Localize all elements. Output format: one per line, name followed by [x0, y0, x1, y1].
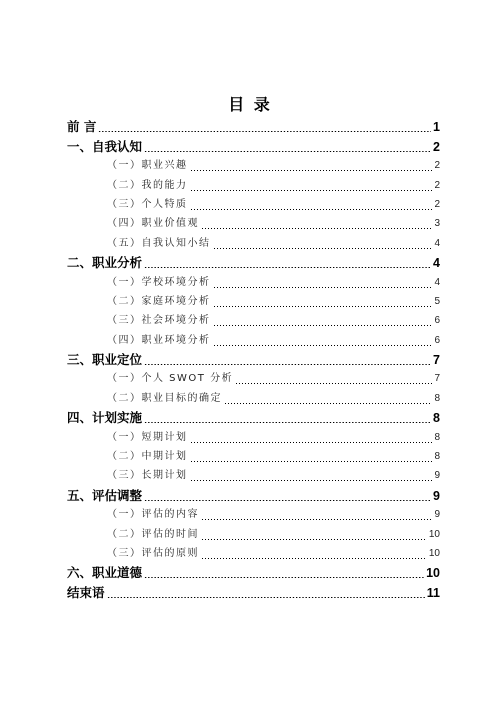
- toc-page-number: 2: [434, 179, 440, 191]
- toc-page-number: 10: [428, 528, 440, 540]
- toc-dot-leader: [144, 577, 424, 578]
- toc-page-number: 2: [434, 198, 440, 210]
- toc-dot-leader: [213, 345, 433, 346]
- toc-section-entry[interactable]: [67, 426, 440, 445]
- toc-dot-leader: [144, 151, 431, 152]
- toc-dot-leader: [224, 403, 432, 404]
- toc-page-number: 6: [434, 315, 440, 327]
- toc-chapter-entry[interactable]: [67, 407, 440, 426]
- toc-dot-leader: [144, 267, 431, 268]
- toc-section-entry[interactable]: [67, 329, 440, 348]
- toc-page-number: 8: [434, 431, 440, 443]
- toc-entry-label: 五、评估调整: [67, 487, 143, 503]
- toc-entry-label: （四）职业环境分析: [107, 334, 211, 346]
- toc-entry-label: （二）职业目标的确定: [107, 392, 222, 404]
- toc-page-number: 8: [434, 392, 440, 404]
- toc-page-number: 9: [433, 488, 440, 503]
- toc-dot-leader: [201, 228, 432, 229]
- toc-entry-label: （三）社会环境分析: [107, 315, 211, 327]
- toc-entry-label: （二）中期计划: [107, 451, 188, 463]
- toc-chapter-entry[interactable]: [67, 349, 440, 368]
- toc-entry-label: （二）评估的时间: [107, 528, 199, 540]
- toc-dot-leader: [213, 306, 433, 307]
- toc-entry-label: 三、职业定位: [67, 352, 143, 368]
- toc-dot-leader: [190, 442, 433, 443]
- toc-chapter-entry[interactable]: [67, 484, 440, 503]
- toc-entry-label: （三）个人特质: [107, 198, 188, 210]
- toc-page-number: 2: [434, 160, 440, 172]
- toc-page-number: 10: [426, 566, 440, 581]
- toc-chapter-entry[interactable]: [67, 116, 440, 135]
- toc-page-number: 4: [434, 276, 440, 288]
- toc-section-entry[interactable]: [67, 232, 440, 251]
- toc-page-number: 8: [434, 451, 440, 463]
- toc-section-entry[interactable]: [67, 213, 440, 232]
- toc-dot-leader: [201, 539, 427, 540]
- toc-section-entry[interactable]: [67, 291, 440, 310]
- toc-dot-leader: [213, 325, 433, 326]
- toc-entry-label: （一）职业兴趣: [107, 160, 188, 172]
- toc-dot-leader: [107, 597, 425, 598]
- toc-section-entry[interactable]: [67, 310, 440, 329]
- toc-title: 目 录: [228, 95, 272, 114]
- toc-page-number: 4: [433, 256, 440, 271]
- toc-entry-label: （三）评估的原则: [107, 547, 199, 559]
- toc-section-entry[interactable]: [67, 465, 440, 484]
- toc-section-entry[interactable]: [67, 368, 440, 387]
- toc-entry-label: 二、职业分析: [67, 255, 143, 271]
- toc-dot-leader: [190, 209, 433, 210]
- toc-entry-label: （一）短期计划: [107, 431, 188, 443]
- toc-entry-label: （二）我的能力: [107, 179, 188, 191]
- table-of-contents: [67, 116, 440, 601]
- toc-section-entry[interactable]: [67, 194, 440, 213]
- toc-dot-leader: [190, 170, 433, 171]
- toc-entry-label: （一）学校环境分析: [107, 276, 211, 288]
- toc-page-number: 5: [434, 295, 440, 307]
- toc-chapter-entry[interactable]: [67, 252, 440, 271]
- toc-page-number: 9: [434, 470, 440, 482]
- toc-dot-leader: [213, 248, 433, 249]
- toc-dot-leader: [144, 500, 431, 501]
- toc-entry-label: （三）长期计划: [107, 470, 188, 482]
- toc-entry-label: 一、自我认知: [67, 138, 143, 154]
- toc-section-entry[interactable]: [67, 523, 440, 542]
- toc-dot-leader: [144, 364, 431, 365]
- toc-dot-leader: [98, 131, 431, 132]
- toc-dot-leader: [201, 519, 432, 520]
- toc-dot-leader: [144, 422, 431, 423]
- toc-entry-label: 四、计划实施: [67, 410, 143, 426]
- toc-dot-leader: [190, 480, 433, 481]
- toc-dot-leader: [235, 383, 432, 384]
- toc-page-number: 7: [433, 353, 440, 368]
- toc-section-entry[interactable]: [67, 504, 440, 523]
- toc-page-number: 9: [434, 509, 440, 521]
- toc-entry-label: （五）自我认知小结: [107, 237, 211, 249]
- toc-section-entry[interactable]: [67, 543, 440, 562]
- toc-entry-label: （四）职业价值观: [107, 218, 199, 230]
- toc-page-number: 6: [434, 334, 440, 346]
- toc-entry-label: （二）家庭环境分析: [107, 295, 211, 307]
- toc-page-number: 2: [433, 139, 440, 154]
- toc-section-entry[interactable]: [67, 155, 440, 174]
- toc-entry-label: 结束语: [67, 584, 105, 600]
- toc-page-number: 3: [434, 218, 440, 230]
- toc-chapter-entry[interactable]: [67, 135, 440, 154]
- toc-entry-label: 六、职业道德: [67, 565, 143, 581]
- toc-section-entry[interactable]: [67, 174, 440, 193]
- toc-page-number: 8: [433, 411, 440, 426]
- toc-section-entry[interactable]: [67, 387, 440, 406]
- toc-page-number: 7: [434, 373, 440, 385]
- toc-page-number: 1: [433, 120, 440, 135]
- toc-entry-label: （一）评估的内容: [107, 509, 199, 521]
- toc-entry-label: （一）个人 SWOT 分析: [107, 373, 234, 385]
- toc-page-number: 4: [434, 237, 440, 249]
- toc-section-entry[interactable]: [67, 446, 440, 465]
- toc-entry-label: 前 言: [67, 119, 97, 135]
- toc-dot-leader: [213, 287, 433, 288]
- toc-chapter-entry[interactable]: [67, 581, 440, 600]
- toc-chapter-entry[interactable]: [67, 562, 440, 581]
- toc-page-number: 10: [428, 547, 440, 559]
- toc-section-entry[interactable]: [67, 271, 440, 290]
- toc-dot-leader: [201, 558, 427, 559]
- toc-dot-leader: [190, 461, 433, 462]
- toc-dot-leader: [190, 190, 433, 191]
- toc-page-number: 11: [426, 585, 440, 600]
